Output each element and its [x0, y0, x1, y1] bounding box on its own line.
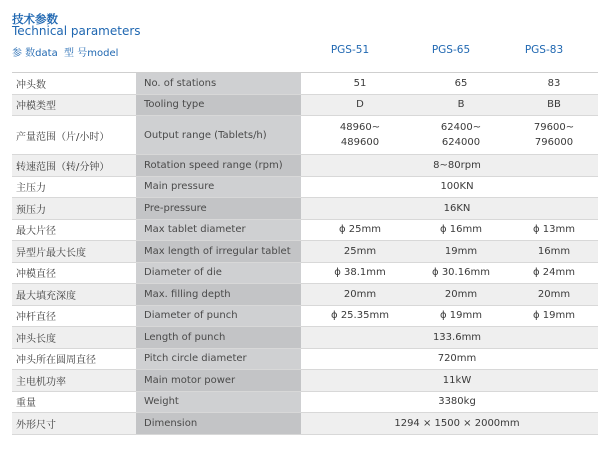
- param-value-all-models: 8~80rpm: [433, 159, 481, 171]
- param-values: [301, 155, 598, 176]
- param-name-cn: 重量: [16, 398, 36, 410]
- param-name-cn: 冲头长度: [16, 333, 56, 345]
- param-value-model-1: 48960~ 489600: [339, 122, 381, 148]
- param-values: [301, 177, 598, 198]
- param-name-cn: 最大片径: [16, 226, 56, 238]
- param-name-en: Main motor power: [136, 370, 301, 391]
- param-values: [301, 413, 598, 434]
- param-values: [301, 198, 598, 219]
- param-value-model-3: ϕ 19mm: [533, 310, 575, 322]
- param-name-cn: 冲头数: [16, 79, 46, 91]
- param-value-all-models: 720mm: [437, 353, 477, 365]
- param-value-model-3: 20mm: [537, 288, 571, 300]
- param-name-cn: 冲模类型: [16, 101, 56, 113]
- model-header-3: PGS-83: [524, 44, 564, 56]
- param-values: [301, 349, 598, 370]
- table-row: [12, 306, 598, 328]
- param-name-cn: 主电机功率: [16, 376, 66, 388]
- param-value-model-3: BB: [547, 99, 561, 111]
- table-row: [12, 220, 598, 242]
- param-value-all-models: 3380kg: [438, 396, 476, 408]
- table-row: [12, 413, 598, 435]
- param-name-en: Diameter of die: [136, 263, 301, 284]
- table-row: [12, 95, 598, 117]
- param-name-en: Pitch circle diameter: [136, 349, 301, 370]
- param-value-model-1: D: [356, 99, 364, 111]
- table-row: [12, 198, 598, 220]
- param-name-en: Tooling type: [136, 95, 301, 116]
- param-name-en: Max length of irregular tablet: [136, 241, 301, 262]
- param-value-model-2: 62400~ 624000: [440, 122, 482, 148]
- param-name-cn: 冲杆直径: [16, 312, 56, 324]
- param-value-model-3: ϕ 13mm: [533, 224, 575, 236]
- param-model-label: 参 数data 型 号model: [12, 48, 119, 59]
- table-row: [12, 284, 598, 306]
- param-name-en: No. of stations: [136, 73, 301, 94]
- param-name-cn: 异型片最大长度: [16, 247, 86, 259]
- table-row: [12, 72, 598, 95]
- table-row: [12, 155, 598, 177]
- param-name-en: Max tablet diameter: [136, 220, 301, 241]
- param-values: [301, 392, 598, 413]
- title-chinese: 技术参数: [12, 12, 58, 26]
- table-row: [12, 241, 598, 263]
- param-name-en: Max. filling depth: [136, 284, 301, 305]
- table-row: [12, 177, 598, 199]
- param-value-model-2: ϕ 19mm: [440, 310, 482, 322]
- param-name-cn: 冲模直径: [16, 269, 56, 281]
- param-value-model-3: ϕ 24mm: [533, 267, 575, 279]
- param-values: [301, 73, 598, 94]
- table-row: [12, 370, 598, 392]
- param-name-en: Rotation speed range (rpm): [136, 155, 301, 176]
- param-value-model-3: 83: [547, 77, 561, 89]
- param-value-all-models: 133.6mm: [432, 331, 482, 343]
- param-value-model-3: 16mm: [537, 245, 571, 257]
- param-value-model-2: 20mm: [444, 288, 478, 300]
- param-values: [301, 241, 598, 262]
- param-name-cn: 产量范围（片/小时）: [16, 131, 110, 143]
- param-name-cn: 预压力: [16, 204, 46, 216]
- param-values: [301, 327, 598, 348]
- table-row: [12, 392, 598, 414]
- param-value-all-models: 1294 × 1500 × 2000mm: [394, 417, 520, 429]
- param-name-cn: 转速范围（转/分钟）: [16, 161, 110, 173]
- param-value-model-1: ϕ 25mm: [339, 224, 381, 236]
- param-value-all-models: 100KN: [440, 181, 474, 193]
- param-value-model-2: ϕ 16mm: [440, 224, 482, 236]
- param-values: [301, 370, 598, 391]
- model-header-2: PGS-65: [431, 44, 471, 56]
- param-name-en: Length of punch: [136, 327, 301, 348]
- param-value-model-2: ϕ 30.16mm: [432, 267, 490, 279]
- param-value-model-1: 20mm: [343, 288, 377, 300]
- param-value-model-3: 79600~ 796000: [533, 122, 575, 148]
- param-value-model-1: ϕ 38.1mm: [334, 267, 386, 279]
- param-values: [301, 263, 598, 284]
- param-name-en: Diameter of punch: [136, 306, 301, 327]
- model-header-1: PGS-51: [330, 44, 370, 56]
- param-name-cn: 冲头所在圆周直径: [16, 355, 96, 367]
- param-name-en: Pre-pressure: [136, 198, 301, 219]
- param-name-cn: 外形尺寸: [16, 419, 56, 431]
- param-value-model-1: 51: [353, 77, 367, 89]
- table-row: [12, 116, 598, 155]
- param-value-all-models: 11kW: [442, 374, 472, 386]
- spec-table: [12, 72, 598, 435]
- table-row: [12, 263, 598, 285]
- param-name-en: Output range (Tablets/h): [136, 116, 301, 154]
- table-row: [12, 349, 598, 371]
- param-value-model-2: 65: [454, 77, 468, 89]
- param-value-all-models: 16KN: [443, 202, 471, 214]
- title-english: Technical parameters: [12, 24, 141, 38]
- param-value-model-1: 25mm: [343, 245, 377, 257]
- param-values: [301, 95, 598, 116]
- table-row: [12, 327, 598, 349]
- param-name-cn: 最大填充深度: [16, 290, 76, 302]
- param-value-model-2: 19mm: [444, 245, 478, 257]
- param-name-en: Main pressure: [136, 177, 301, 198]
- param-value-model-1: ϕ 25.35mm: [331, 310, 389, 322]
- param-value-model-2: B: [457, 99, 465, 111]
- param-values: [301, 284, 598, 305]
- param-name-cn: 主压力: [16, 183, 46, 195]
- param-values: [301, 116, 598, 154]
- param-values: [301, 220, 598, 241]
- param-name-en: Dimension: [136, 413, 301, 434]
- param-name-en: Weight: [136, 392, 301, 413]
- param-values: [301, 306, 598, 327]
